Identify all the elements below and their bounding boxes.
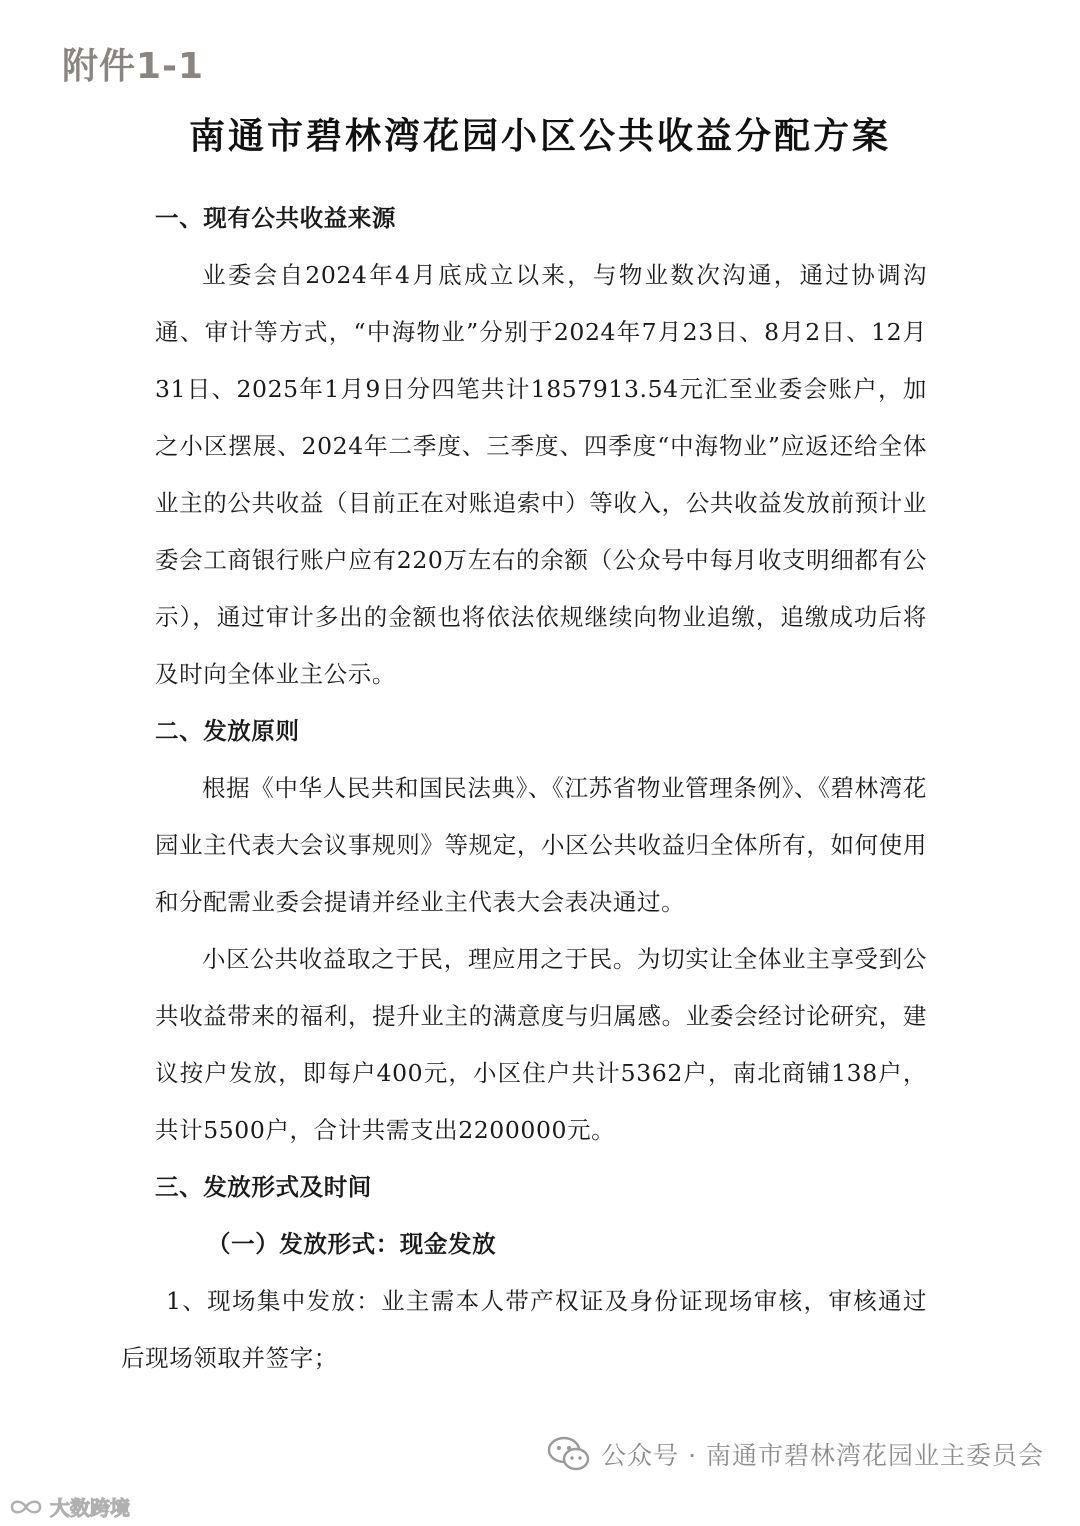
section-1-paragraph: 业委会自2024年4月底成立以来，与物业数次沟通，通过协调沟通、审计等方式，“中海物业”分别于2024年7月23日、8月2日、12月31日、2025年1月9日分四笔共计1857913.54元汇至业委会账户，加之小区摆展、2024年二季度、三季度、四季度“中海物业”应返还给全体业主的公共收益（目前正在对账追索中）等收入，公共收益发放前预计业委会工商银行账户应有220万左右的余额（公众号中每月收支明细都有公示），通过审计多出的金额也将依法依规继续向物业追缴，追缴成功后将及时向全体业主公示。 bbox=[155, 261, 927, 688]
attachment-label: 附件1-1 bbox=[62, 46, 205, 87]
section-3-subheading: （一）发放形式：现金发放 bbox=[207, 1230, 497, 1258]
section-2-heading: 二、发放原则 bbox=[155, 717, 300, 745]
section-2-paragraph-2: 小区公共收益取之于民，理应用之于民。为切实让全体业主享受到公共收益带来的福利，提升业主的满意度与归属感。业委会经讨论研究，建议按户发放，即每户400元，小区住户共计5362户，南北商铺138户，共计5500户，合计共需支出2200000元。 bbox=[155, 945, 927, 1144]
corner-watermark bbox=[8, 1492, 130, 1521]
section-3-heading: 三、发放形式及时间 bbox=[155, 1173, 372, 1201]
document-body bbox=[121, 190, 927, 1387]
corner-watermark-text: 大数跨境 bbox=[50, 1496, 130, 1520]
infinity-logo-icon bbox=[8, 1496, 44, 1518]
document-title: 南通市碧林湾花园小区公共收益分配方案 bbox=[188, 115, 891, 157]
wechat-account-text: 公众号 · 南通市碧林湾花园业主委员会 bbox=[601, 1441, 1044, 1470]
wechat-icon bbox=[547, 1436, 591, 1472]
section-1-heading: 一、现有公共收益来源 bbox=[155, 204, 396, 232]
section-2-paragraph-1: 根据《中华人民共和国民法典》、《江苏省物业管理条例》、《碧林湾花园业主代表大会议事规则》等规定，小区公共收益归全体所有，如何使用和分配需业委会提请并经业主代表大会表决通过。 bbox=[155, 774, 927, 916]
section-3-item-1: 1、现场集中发放：业主需本人带产权证及身份证现场审核，审核通过后现场领取并签字； bbox=[121, 1287, 927, 1372]
wechat-watermark bbox=[547, 1436, 1044, 1472]
